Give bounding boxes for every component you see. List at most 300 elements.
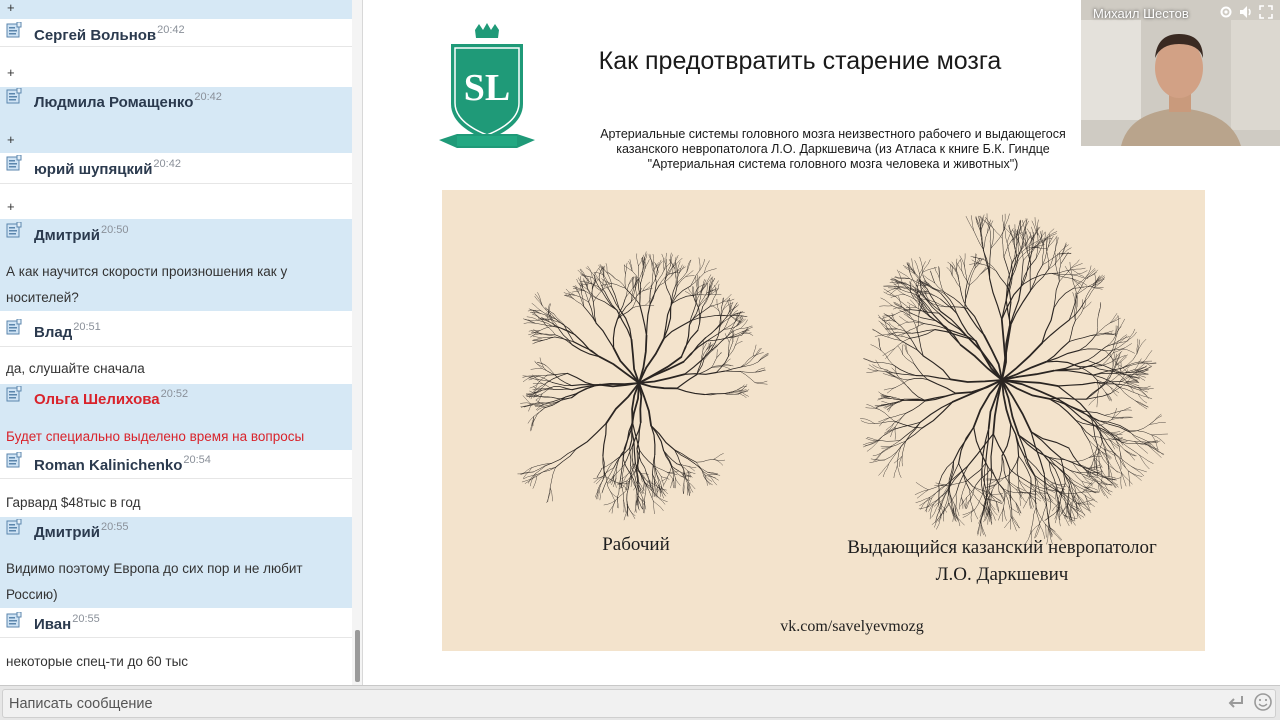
artery-branch (1007, 243, 1012, 262)
artery-branch (625, 285, 629, 299)
artery-branch (1128, 329, 1135, 340)
artery-branch (1049, 256, 1062, 269)
presenter-name: Михаил Шестов (1093, 6, 1189, 21)
artery-branch (909, 305, 910, 316)
darkshevich-label-line1: Выдающийся казанский невропатолог (847, 537, 1157, 558)
artery-branch (684, 484, 685, 494)
artery-branch (966, 497, 967, 508)
artery-branch (966, 216, 974, 230)
artery-branch (740, 371, 755, 372)
artery-branch (695, 464, 705, 475)
artery-branch (520, 403, 530, 404)
artery-branch (729, 334, 734, 343)
artery-branch (687, 484, 688, 495)
artery-branch (922, 402, 953, 428)
artery-branch (966, 463, 985, 481)
artery-branch (530, 378, 539, 380)
artery-branch (716, 356, 728, 372)
artery-branch (1049, 501, 1051, 523)
artery-branch (1111, 387, 1118, 396)
chat-message (0, 450, 352, 517)
artery-branch (983, 233, 987, 251)
artery-branch (908, 387, 925, 400)
enter-icon[interactable] (1226, 692, 1246, 712)
message-text: А как научится скорости произношения как у носителей? (6, 264, 288, 305)
artery-branch (915, 490, 928, 495)
artery-branch (533, 336, 541, 338)
artery-branch (1120, 388, 1136, 402)
artery-branch (1085, 287, 1095, 302)
artery-branch (602, 482, 606, 493)
artery-branch (961, 497, 965, 508)
artery-branch (1093, 277, 1101, 286)
artery-branch (629, 277, 635, 285)
message-input[interactable] (2, 689, 1276, 718)
artery-branch (976, 468, 991, 485)
artery-branch (1105, 415, 1121, 417)
artery-branch (1072, 268, 1085, 270)
artery-branch (947, 267, 952, 275)
artery-branch (881, 298, 893, 306)
artery-branch (991, 434, 993, 468)
artery-branch (651, 426, 664, 451)
artery-branch (708, 475, 718, 480)
artery-branch (755, 383, 767, 385)
artery-branch (1002, 371, 1054, 380)
artery-branch (572, 345, 599, 357)
artery-branch (677, 464, 689, 466)
message-text: Видимо поэтому Европа до сих пор и не любит Россию) (6, 561, 303, 602)
message-text: + (7, 0, 15, 15)
artery-branch (613, 319, 617, 348)
artery-branch (1097, 315, 1099, 333)
artery-branch (608, 272, 615, 279)
artery-branch (1071, 263, 1083, 268)
message-author[interactable]: Иван$^{20:55}$ (34, 613, 100, 633)
artery-branch (988, 480, 997, 485)
artery-branch (723, 365, 731, 366)
artery-branch (1083, 302, 1091, 309)
artery-branch (707, 338, 728, 341)
message-text: + (7, 132, 15, 147)
artery-branch (907, 302, 916, 307)
artery-branch (636, 287, 637, 296)
artery-branch (876, 451, 884, 461)
artery-branch (920, 402, 952, 422)
message-text: + (7, 65, 15, 80)
artery-branch (1136, 401, 1149, 407)
artery-branch (976, 216, 980, 229)
artery-branch (963, 510, 975, 515)
artery-branch (908, 378, 928, 380)
artery-branch (867, 441, 878, 451)
artery-branch (637, 254, 639, 266)
artery-branch (527, 317, 538, 321)
artery-branch (971, 508, 973, 522)
artery-branch (1086, 268, 1095, 276)
artery-branch (1004, 257, 1010, 281)
artery-branch (1122, 344, 1131, 349)
artery-branch (1003, 508, 1006, 521)
artery-branch (1140, 455, 1154, 464)
artery-branch (545, 309, 554, 314)
artery-branch (941, 294, 957, 314)
webcam-view[interactable] (1081, 0, 1280, 146)
artery-branch (1121, 417, 1133, 418)
artery-branch (640, 305, 647, 336)
artery-branch (614, 348, 639, 383)
message-text: некоторые спец-ти до 60 тыс (6, 654, 189, 669)
artery-branch (910, 316, 917, 331)
artery-branch (705, 475, 716, 478)
artery-branch (1073, 287, 1091, 289)
artery-branch (873, 451, 884, 456)
artery-branch (1069, 448, 1086, 470)
artery-branch (1031, 432, 1061, 458)
artery-branch (611, 283, 625, 288)
darkshevich-label-line2: Л.О. Даркшевич (935, 564, 1069, 585)
artery-branch (956, 259, 961, 270)
artery-branch (581, 269, 588, 280)
artery-branch (724, 326, 737, 330)
artery-branch (628, 506, 635, 518)
artery-branch (556, 449, 577, 468)
artery-branch (906, 307, 916, 308)
artery-branch (1032, 221, 1038, 235)
artery-branch (1083, 492, 1099, 493)
artery-branch (914, 364, 928, 380)
artery-branch (895, 277, 909, 279)
artery-branch (1138, 394, 1147, 403)
artery-branch (1023, 497, 1029, 508)
artery-branch (754, 348, 761, 357)
artery-branch (956, 494, 957, 514)
user-card-icon (6, 519, 22, 535)
chat-scrollbar[interactable] (352, 0, 363, 685)
artery-branch (1051, 270, 1072, 274)
user-card-icon (6, 222, 22, 238)
artery-branch (1004, 517, 1012, 528)
artery-branch (990, 249, 991, 279)
artery-branch (954, 427, 974, 461)
artery-branch (904, 400, 926, 401)
artery-branch (696, 459, 713, 462)
artery-branch (892, 368, 898, 376)
artery-branch (983, 250, 989, 279)
artery-branch (917, 330, 923, 356)
artery-branch (910, 300, 916, 308)
message-author[interactable]: Сергей Вольнов$^{20:42}$ (34, 24, 185, 44)
artery-branch (638, 282, 640, 305)
artery-branch (903, 307, 915, 314)
artery-branch (879, 464, 889, 476)
artery-branch (890, 334, 910, 339)
artery-branch (1073, 276, 1086, 288)
artery-branch (677, 375, 697, 389)
artery-branch (894, 302, 902, 307)
artery-branch (878, 371, 894, 373)
artery-branch (1105, 411, 1121, 415)
artery-branch (1071, 260, 1079, 269)
artery-branch (533, 341, 543, 344)
artery-branch (645, 260, 649, 269)
artery-branch (737, 319, 744, 326)
artery-branch (1139, 361, 1152, 362)
artery-branch (740, 371, 755, 382)
message-author[interactable]: Дмитрий$^{20:50}$ (34, 224, 129, 244)
artery-branch (994, 229, 1002, 238)
artery-branch (661, 477, 663, 487)
artery-branch (535, 296, 543, 305)
artery-branch (1121, 473, 1122, 489)
artery-branch (550, 488, 553, 501)
artery-branch (735, 341, 742, 345)
artery-branch (687, 260, 691, 272)
artery-branch (626, 288, 640, 304)
artery-branch (898, 322, 908, 326)
artery-branch (708, 475, 720, 476)
artery-branch (675, 257, 676, 269)
artery-branch (574, 286, 579, 294)
artery-branch (1036, 240, 1044, 259)
artery-branch (961, 481, 966, 497)
artery-branch (703, 343, 706, 349)
artery-branch (864, 358, 875, 362)
message-text: + (7, 199, 15, 214)
smiley-icon[interactable] (1253, 692, 1273, 712)
artery-branch (1046, 350, 1079, 362)
artery-branch (542, 368, 556, 375)
artery-branch (635, 476, 637, 483)
fullscreen-icon[interactable] (1258, 4, 1274, 20)
artery-branch (739, 393, 746, 398)
artery-branch (1072, 462, 1088, 468)
artery-branch (899, 316, 908, 322)
artery-branch (1002, 284, 1023, 319)
artery-branch (668, 467, 672, 477)
user-card-icon (6, 612, 22, 628)
artery-branch (980, 267, 986, 275)
artery-branch (552, 449, 577, 463)
artery-branch (675, 479, 676, 489)
artery-branch (1106, 448, 1116, 456)
artery-branch (960, 256, 965, 267)
brain-artery-figure (442, 190, 1205, 651)
gear-icon[interactable] (1218, 4, 1234, 20)
artery-branch (753, 353, 764, 357)
artery-branch (1009, 291, 1011, 326)
chat-message (0, 0, 352, 50)
artery-branch (948, 262, 957, 270)
artery-branch (1132, 467, 1147, 472)
artery-branch (642, 499, 643, 509)
artery-branch (963, 510, 975, 518)
message-author[interactable]: юрий шупяцкий$^{20:42}$ (34, 158, 181, 178)
artery-branch (1018, 248, 1033, 261)
artery-branch (866, 438, 880, 440)
logo-text: SL (463, 67, 511, 109)
artery-branch (965, 254, 966, 267)
artery-branch (1006, 478, 1017, 487)
artery-branch (1048, 236, 1053, 247)
presenter-video (1081, 0, 1280, 146)
artery-branch (647, 305, 651, 336)
artery-branch (1047, 251, 1049, 270)
chat-scrollbar-thumb[interactable] (355, 630, 360, 682)
artery-branch (617, 310, 632, 340)
artery-branch (1150, 416, 1162, 425)
artery-branch (920, 257, 923, 272)
artery-branch (1022, 491, 1035, 492)
artery-branch (906, 401, 925, 414)
artery-branch (1013, 239, 1016, 249)
artery-branch (698, 277, 699, 288)
artery-branch (968, 434, 993, 466)
artery-branch (879, 321, 888, 329)
artery-branch (1111, 387, 1119, 392)
artery-branch (703, 341, 704, 349)
message-author[interactable]: Людмила Ромащенко$^{20:42}$ (34, 91, 222, 111)
artery-branch (530, 384, 538, 388)
artery-branch (871, 459, 884, 460)
artery-branch (1148, 446, 1163, 455)
artery-branch (758, 355, 768, 362)
artery-branch (599, 490, 600, 500)
artery-branch (1031, 507, 1036, 530)
chat-message (0, 50, 352, 155)
artery-branch (1086, 266, 1091, 277)
artery-branch (625, 274, 626, 288)
artery-branch (1054, 288, 1074, 308)
artery-branch (945, 307, 967, 309)
darkshevich-artery-tree (860, 214, 1167, 547)
artery-branch (740, 362, 758, 367)
artery-branch (1140, 455, 1150, 469)
artery-branch (579, 294, 584, 307)
artery-branch (1058, 383, 1095, 387)
artery-branch (897, 329, 912, 333)
artery-branch (691, 270, 700, 286)
artery-branch (889, 447, 901, 464)
artery-branch (927, 285, 941, 294)
message-author[interactable]: Ольга Шелихова$^{20:52}$ (34, 388, 189, 408)
artery-branch (1004, 228, 1007, 243)
artery-branch (1106, 343, 1120, 347)
artery-branch (535, 361, 542, 368)
artery-branch (978, 521, 981, 536)
worker-artery-tree (518, 252, 769, 520)
artery-branch (672, 295, 695, 303)
chat-message (0, 312, 352, 384)
artery-branch (567, 373, 595, 385)
artery-branch (653, 264, 658, 271)
speaker-icon[interactable] (1238, 4, 1254, 20)
artery-branch (1002, 362, 1046, 380)
chat-message (0, 384, 352, 450)
source-link[interactable]: vk.com/savelyevmozg (780, 618, 924, 635)
message-author[interactable]: Влад$^{20:51}$ (34, 321, 101, 341)
artery-branch (884, 441, 900, 451)
artery-branch (1086, 382, 1106, 400)
artery-branch (1099, 421, 1130, 432)
artery-branch (603, 423, 606, 456)
artery-branch (878, 315, 889, 325)
artery-branch (531, 368, 542, 369)
artery-branch (960, 287, 968, 308)
artery-branch (1019, 233, 1025, 254)
artery-branch (740, 356, 753, 367)
artery-branch (599, 267, 602, 277)
message-author[interactable]: Дмитрий$^{20:55}$ (34, 521, 129, 541)
artery-branch (1058, 386, 1090, 414)
artery-branch (1002, 424, 1011, 456)
artery-branch (1030, 265, 1042, 291)
chat-message (0, 152, 352, 218)
chat-panel (0, 0, 352, 685)
artery-branch (662, 254, 666, 265)
user-card-icon (6, 88, 22, 104)
artery-branch (1120, 362, 1121, 374)
artery-branch (573, 288, 584, 290)
artery-branch (1045, 511, 1058, 521)
artery-branch (605, 292, 617, 311)
artery-branch (965, 308, 984, 335)
artery-branch (653, 501, 663, 511)
artery-branch (653, 501, 654, 514)
artery-branch (523, 319, 535, 323)
artery-branch (1099, 484, 1105, 496)
chat-message (0, 219, 352, 311)
artery-branch (654, 481, 655, 491)
artery-branch (1076, 493, 1085, 502)
artery-branch (705, 269, 717, 273)
artery-branch (707, 283, 708, 293)
artery-branch (930, 271, 934, 283)
artery-branch (610, 491, 618, 498)
message-author[interactable]: Roman Kalinichenko$^{20:54}$ (34, 454, 211, 474)
artery-branch (546, 326, 555, 335)
artery-branch (534, 338, 542, 340)
artery-branch (951, 379, 1002, 382)
artery-branch (696, 277, 698, 289)
artery-branch (967, 266, 974, 283)
artery-branch (698, 309, 700, 331)
artery-branch (524, 323, 535, 324)
artery-branch (910, 330, 936, 339)
artery-branch (733, 316, 747, 317)
artery-branch (1117, 355, 1128, 365)
artery-branch (1037, 220, 1038, 236)
artery-branch (1044, 229, 1054, 240)
artery-branch (968, 309, 984, 336)
artery-branch (588, 266, 593, 277)
artery-branch (926, 497, 930, 512)
artery-branch (679, 267, 686, 274)
artery-branch (616, 478, 617, 487)
artery-branch (724, 359, 730, 365)
artery-branch (546, 366, 555, 376)
artery-branch (915, 260, 920, 273)
sl-logo (437, 22, 537, 160)
artery-branch (615, 279, 625, 289)
artery-branch (1030, 269, 1048, 291)
artery-branch (633, 305, 646, 308)
artery-branch (625, 263, 627, 274)
message-text: Будет специально выделено время на вопросы (6, 429, 305, 444)
artery-branch (916, 482, 928, 489)
artery-branch (881, 394, 890, 397)
artery-branch (628, 506, 635, 515)
